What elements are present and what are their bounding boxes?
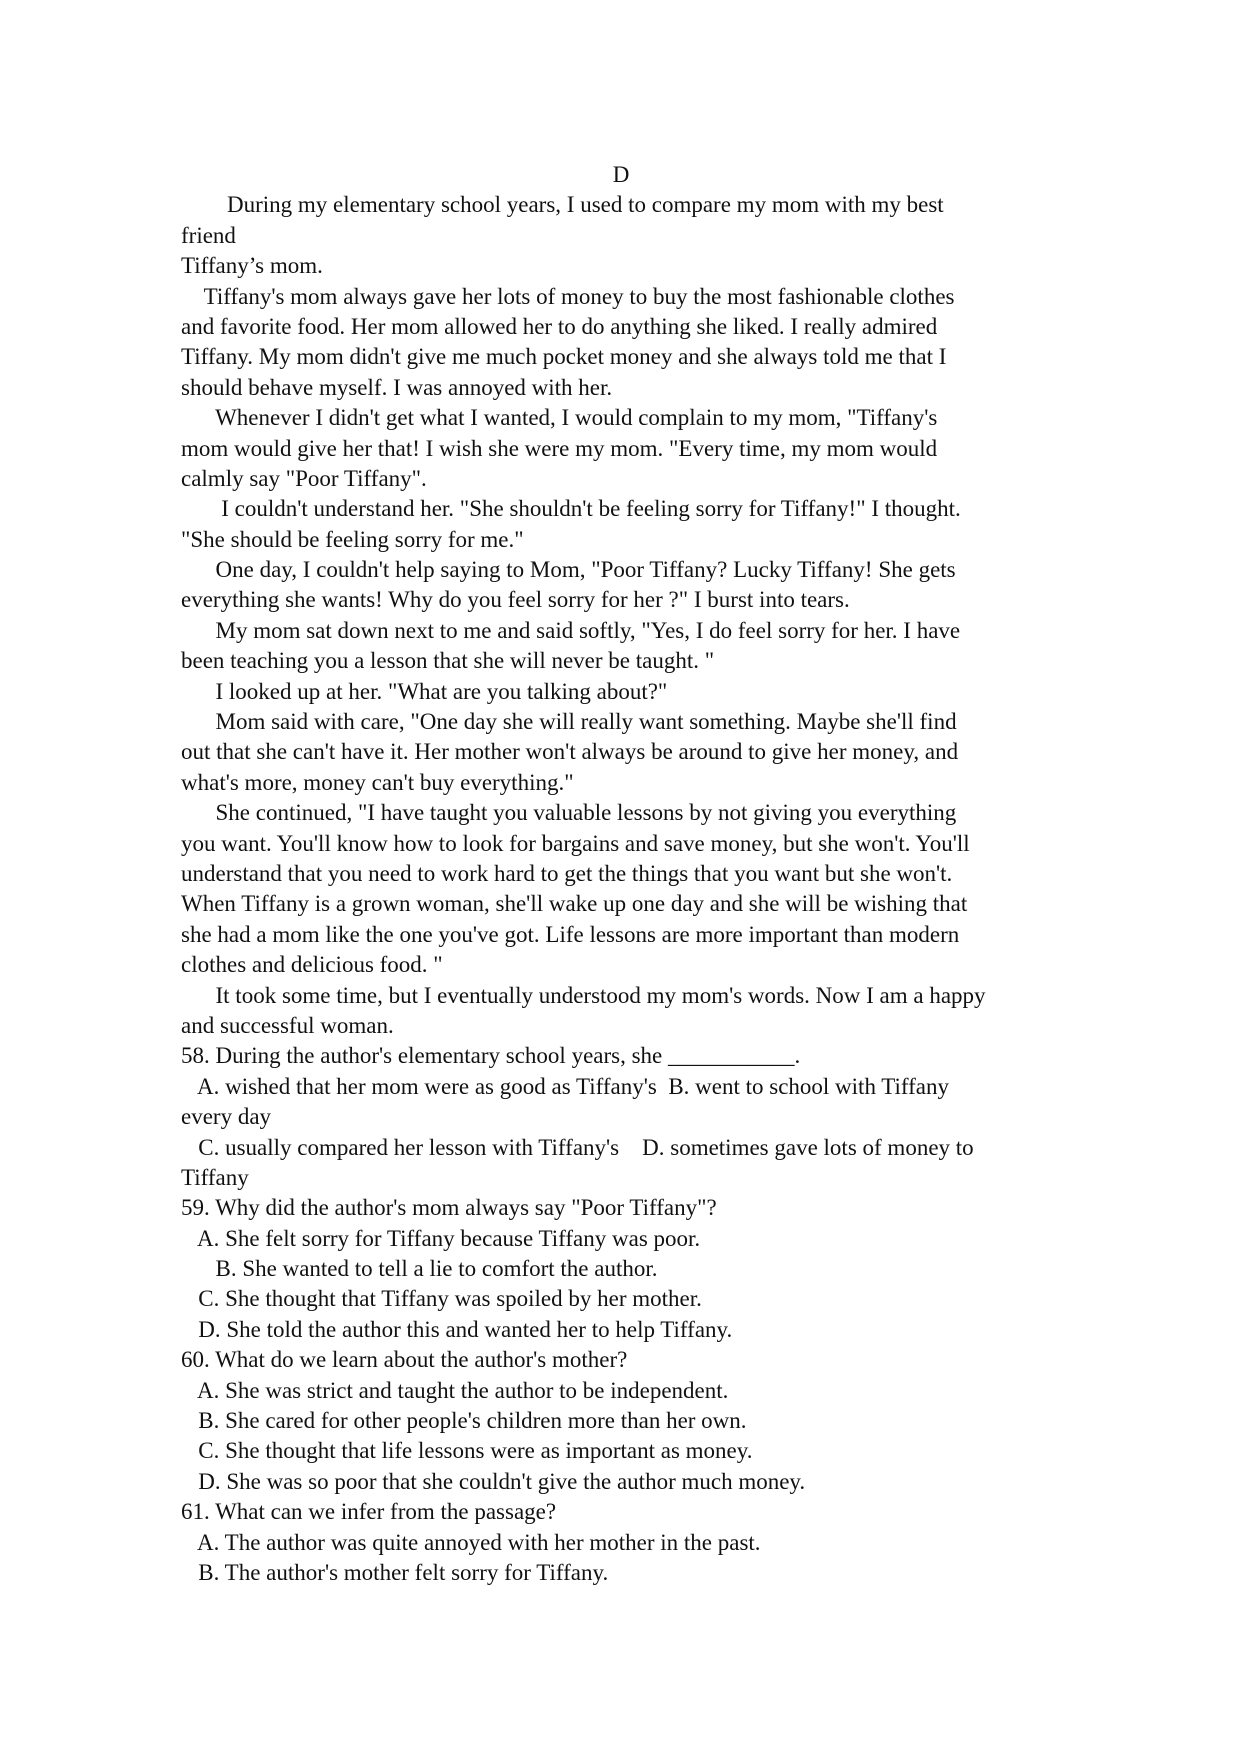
question-line: B. The author's mother felt sorry for Tiffany. <box>181 1559 609 1585</box>
question-list <box>181 1041 1061 1588</box>
passage-line: and successful woman. <box>181 1012 394 1038</box>
passage-line: friend <box>181 222 236 248</box>
passage-line: One day, I couldn't help saying to Mom, "Poor Tiffany? Lucky Tiffany! She gets <box>181 557 956 583</box>
question-line: every day <box>181 1104 272 1130</box>
question-line: B. She wanted to tell a lie to comfort the author. <box>181 1256 658 1282</box>
question-line: 60. What do we learn about the author's mother? <box>181 1347 628 1373</box>
reading-passage <box>181 190 1061 1041</box>
passage-line: mom would give her that! I wish she were my mom. "Every time, my mom would <box>181 435 938 461</box>
document-page <box>181 160 1061 1588</box>
question-line: C. She thought that life lessons were as important as money. <box>181 1438 753 1464</box>
passage-line: should behave myself. I was annoyed with her. <box>181 374 613 400</box>
passage-line: I looked up at her. "What are you talking about?" <box>181 678 668 704</box>
passage-line: Tiffany’s mom. <box>181 253 323 279</box>
passage-line: clothes and delicious food. " <box>181 952 443 978</box>
passage-line: "She should be feeling sorry for me." <box>181 526 524 552</box>
question-line: C. She thought that Tiffany was spoiled by her mother. <box>181 1286 702 1312</box>
question-line: A. wished that her mom were as good as Tiffany's B. went to school with Tiffany <box>181 1073 950 1099</box>
question-line: 59. Why did the author's mom always say "Poor Tiffany"? <box>181 1195 717 1221</box>
passage-line: She continued, "I have taught you valuable lessons by not giving you everything <box>181 800 957 826</box>
question-line: C. usually compared her lesson with Tiffany's D. sometimes gave lots of money to <box>181 1134 974 1160</box>
passage-line: When Tiffany is a grown woman, she'll wake up one day and she will be wishing that <box>181 891 968 917</box>
passage-line: out that she can't have it. Her mother won't always be around to give her money, and <box>181 739 959 765</box>
passage-line: and favorite food. Her mom allowed her to do anything she liked. I really admired <box>181 313 938 339</box>
question-line: B. She cared for other people's children more than her own. <box>181 1408 747 1434</box>
passage-line: During my elementary school years, I used to compare my mom with my best <box>181 192 944 218</box>
question-line: 61. What can we infer from the passage? <box>181 1499 557 1525</box>
question-line: A. She was strict and taught the author to be independent. <box>181 1377 729 1403</box>
question-line: 58. During the author's elementary school years, she ___________. <box>181 1043 801 1069</box>
question-line: D. She told the author this and wanted her to help Tiffany. <box>181 1316 733 1342</box>
question-line: Tiffany <box>181 1164 249 1190</box>
passage-line: been teaching you a lesson that she will never be taught. " <box>181 648 715 674</box>
passage-line: Tiffany. My mom didn't give me much pocket money and she always told me that I <box>181 344 947 370</box>
question-line: A. The author was quite annoyed with her mother in the past. <box>181 1529 761 1555</box>
passage-line: I couldn't understand her. "She shouldn't be feeling sorry for Tiffany!" I thought. <box>181 496 961 522</box>
passage-line: Whenever I didn't get what I wanted, I would complain to my mom, "Tiffany's <box>181 405 938 431</box>
passage-line: she had a mom like the one you've got. Life lessons are more important than modern <box>181 921 960 947</box>
question-line: A. She felt sorry for Tiffany because Tiffany was poor. <box>181 1225 701 1251</box>
section-heading: D <box>612 162 630 187</box>
passage-line: It took some time, but I eventually understood my mom's words. Now I am a happy <box>181 982 986 1008</box>
passage-line: what's more, money can't buy everything." <box>181 769 574 795</box>
passage-line: understand that you need to work hard to get the things that you want but she won't. <box>181 860 953 886</box>
passage-line: My mom sat down next to me and said softly, "Yes, I do feel sorry for her. I have <box>181 617 961 643</box>
passage-line: everything she wants! Why do you feel sorry for her ?" I burst into tears. <box>181 587 850 613</box>
passage-line: Tiffany's mom always gave her lots of money to buy the most fashionable clothes <box>181 283 955 309</box>
passage-line: Mom said with care, "One day she will really want something. Maybe she'll find <box>181 709 957 735</box>
passage-line: calmly say "Poor Tiffany". <box>181 465 427 491</box>
question-line: D. She was so poor that she couldn't give the author much money. <box>181 1468 806 1494</box>
passage-line: you want. You'll know how to look for bargains and save money, but she won't. You'll <box>181 830 970 856</box>
